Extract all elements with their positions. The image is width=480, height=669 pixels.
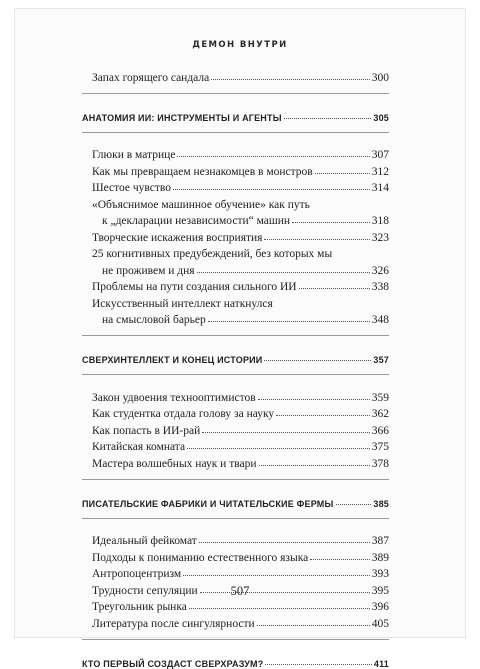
toc-entry	[82, 531, 389, 548]
dot-leader	[187, 448, 370, 449]
section-page: 385	[373, 498, 389, 509]
dot-leader	[173, 189, 370, 190]
dot-leader	[189, 608, 370, 609]
dot-leader	[264, 360, 371, 361]
toc-entry-page: 314	[371, 182, 389, 194]
toc-sections	[82, 84, 389, 639]
toc-entry-page: 389	[371, 551, 389, 564]
toc-entry-page: 318	[371, 215, 389, 227]
page-number: 507	[230, 584, 250, 598]
toc-entry	[82, 437, 389, 454]
toc-entry-page: 378	[371, 457, 389, 470]
dot-leader	[208, 321, 370, 322]
toc-entry-title: Китайская комната	[92, 441, 186, 453]
toc-section-heading	[82, 652, 389, 669]
dot-leader	[292, 222, 370, 223]
toc-entry	[82, 404, 389, 421]
toc-entry	[82, 293, 389, 310]
dot-leader	[315, 173, 370, 174]
toc-section-heading	[82, 492, 389, 509]
toc-entry-title: Искусственный интеллект наткнулся	[92, 297, 273, 310]
toc-entry	[82, 178, 389, 195]
toc-entry	[82, 145, 389, 162]
dot-leader	[310, 559, 370, 560]
toc-entry-title: Идеальный фейкомат	[92, 535, 197, 547]
toc-entry-title: 25 когнитивных предубеждений, без которых мы	[92, 248, 333, 260]
toc-entry	[82, 227, 389, 244]
toc-entry-title: «Объяснимое машинное обучение» как путь	[92, 198, 310, 211]
toc-entry-title: Треугольник рынка	[92, 601, 187, 613]
toc-entry-title: Проблемы на пути создания сильного ИИ	[92, 281, 297, 293]
toc-entry-title: Закон удвоения технооптимистов	[92, 391, 256, 404]
toc-entry-title: Антропоцентризм	[92, 568, 182, 580]
dot-leader	[299, 288, 370, 289]
dot-leader	[258, 399, 370, 400]
toc-entry-page: 405	[371, 617, 389, 630]
toc-entry-page: 326	[371, 264, 389, 277]
dot-leader	[257, 625, 370, 626]
toc-entry-page: 307	[371, 149, 389, 161]
toc-entry	[82, 244, 389, 261]
toc-section-heading	[82, 348, 389, 365]
dot-leader	[202, 432, 369, 433]
toc-entry-page: 348	[371, 314, 389, 326]
section-page: 411	[373, 658, 389, 669]
section-page: 357	[373, 355, 389, 365]
dot-leader	[177, 156, 369, 157]
toc-entry	[82, 420, 389, 437]
toc-entry-page: 362	[371, 408, 389, 420]
toc-entry	[82, 387, 389, 404]
toc-entry-title: Как мы превращаем незнакомцев в монстров	[92, 165, 313, 178]
dot-leader	[197, 272, 370, 273]
table-of-contents	[82, 67, 389, 669]
toc-entry	[82, 67, 389, 84]
toc-entry-title: Как студентка отдала голову за науку	[92, 408, 275, 420]
toc-entry	[82, 277, 389, 294]
dot-leader	[264, 239, 369, 240]
toc-entry-title: Творческие искажения восприятия	[92, 231, 263, 244]
dot-leader	[284, 118, 372, 119]
toc-entry-page: 375	[371, 441, 389, 453]
toc-entry-continuation	[82, 310, 389, 327]
section-title: ПИСАТЕЛЬСКИЕ ФАБРИКИ И ЧИТАТЕЛЬСКИЕ ФЕРМЫ	[82, 498, 334, 509]
toc-entry-page: 387	[371, 535, 389, 547]
dot-leader	[276, 415, 370, 416]
section-title: КТО ПЕРВЫЙ СОЗДАСТ СВЕРХРАЗУМ?	[82, 658, 264, 669]
toc-entry-page: 396	[371, 601, 389, 613]
toc-entry-continuation	[82, 211, 389, 228]
toc-entry-page: 395	[371, 584, 389, 597]
dot-leader	[183, 575, 370, 576]
toc-entry-title: Трудности сепуляции	[92, 584, 198, 597]
toc-entry-page: 366	[371, 424, 389, 437]
toc-entry	[82, 194, 389, 211]
toc-entry-page: 359	[371, 391, 389, 404]
section-page: 305	[373, 112, 389, 123]
toc-entry-page: 323	[371, 231, 389, 244]
toc-entry-page: 300	[371, 71, 389, 84]
toc-entry	[82, 613, 389, 630]
toc-entry	[82, 161, 389, 178]
toc-entry-title: не проживем и дня	[102, 264, 195, 277]
toc-section-heading	[82, 106, 389, 123]
toc-entry-title: Подходы к пониманию естественного языка	[92, 551, 309, 564]
dot-leader	[259, 465, 370, 466]
toc-entry-page: 393	[371, 568, 389, 580]
toc-entry-page: 312	[371, 165, 389, 178]
toc-entry-title: Мастера волшебных наук и твари	[92, 457, 257, 470]
toc-entry	[82, 453, 389, 470]
toc-entry-title: к „декларации независимости“ машин	[102, 215, 291, 227]
dot-leader	[265, 664, 371, 665]
section-title: СВЕРХИНТЕЛЛЕКТ И КОНЕЦ ИСТОРИИ	[82, 355, 263, 365]
toc-entry-title: Литература после сингулярности	[92, 617, 255, 630]
toc-entry-page: 338	[371, 281, 389, 293]
dot-leader	[336, 504, 372, 505]
toc-entry	[82, 564, 389, 581]
toc-entry-title: Глюки в матрице	[92, 149, 176, 161]
toc-entry-title: Как попасть в ИИ-рай	[92, 424, 201, 437]
section-title: АНАТОМИЯ ИИ: ИНСТРУМЕНТЫ И АГЕНТЫ	[82, 112, 282, 123]
dot-leader	[199, 542, 370, 543]
toc-entry-continuation	[82, 260, 389, 277]
dot-leader	[211, 79, 370, 80]
running-head: ДЕМОН ВНУТРИ	[192, 40, 288, 50]
toc-entry	[82, 547, 389, 564]
toc-entry-title: Запах горящего сандала	[92, 71, 210, 84]
toc-entry-title: на смысловой барьер	[102, 314, 206, 326]
toc-entry-title: Шестое чувство	[92, 182, 171, 194]
